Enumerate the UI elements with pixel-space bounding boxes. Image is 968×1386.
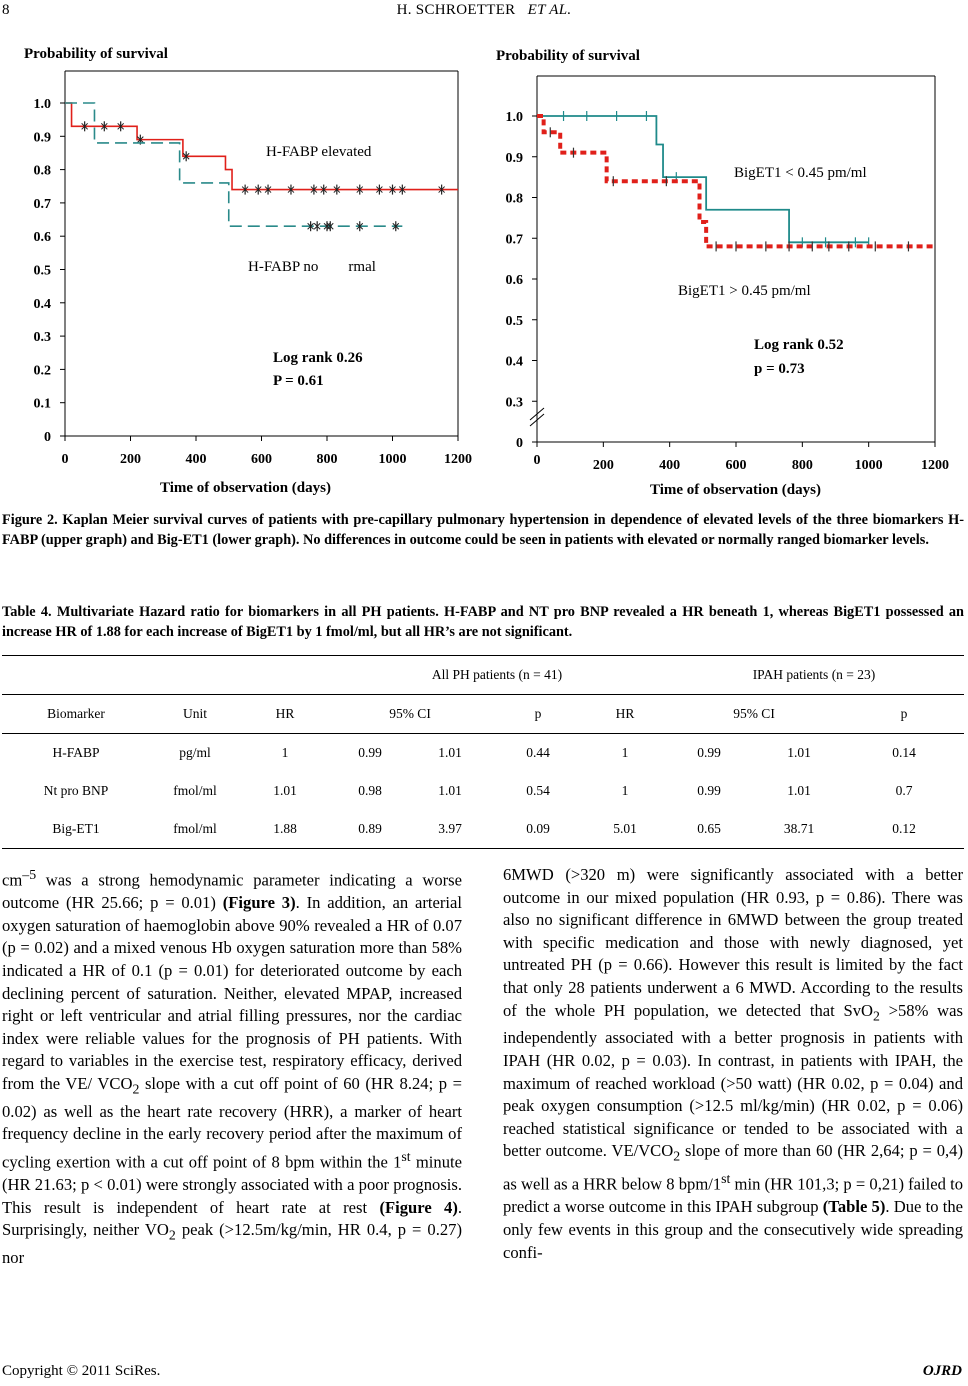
table-header-row xyxy=(2,695,964,734)
y-tick-label: 0.9 xyxy=(505,150,523,166)
text-run: >58% was independently associated with a better prognosis in patients with IPAH (HR 0.02, p = 0.03). In contrast, in patients with IPAH, the maximum of reached workload (>50 watt) (HR 0.02, p = 0.04) and peak oxygen consumption (>12.5 ml/kg/min) (HR 0.02, p = 0.06) reached statistical significance or tended to be associated with a better outcome. VE/VCO xyxy=(503,1000,963,1161)
km-series-line xyxy=(65,103,458,190)
table-cell: 1.01 xyxy=(410,734,490,773)
y-tick-label: 0 xyxy=(516,436,523,451)
y-tick-label: 0.6 xyxy=(33,230,51,246)
table-cell: fmol/ml xyxy=(173,783,217,798)
footer-copyright: Copyright © 2011 SciRes. xyxy=(2,1363,161,1379)
table-row xyxy=(2,810,964,849)
text-run: min (HR 101,3; p = 0,21) failed to predict a worse outcome in this IPAH subgroup xyxy=(503,1174,963,1217)
x-tick-label: 200 xyxy=(592,458,614,473)
table-cell: 1.88 xyxy=(240,810,330,849)
km-series-line xyxy=(65,103,402,226)
table-cell: 1.01 xyxy=(787,783,811,798)
table-cell: 0.99 xyxy=(664,734,754,773)
text-run: slope with a cut off point of 60 (HR 8.24; p = 0.02) as well as the heart rate recovery (HRR), a marker of heart frequency decline in the early recovery period after the maximum of cycling exertion with a cut off point of 8 bpm within the 1 xyxy=(2,1073,463,1172)
left-pvalue: P = 0.61 xyxy=(273,373,324,389)
text-run: minute (HR 21.63; p < 0.01) were strongly associated with a poor prognosis. This result is independent of heart rate at rest xyxy=(2,1152,462,1217)
running-header xyxy=(0,2,968,19)
table-cell: 0.14 xyxy=(844,734,964,773)
figure-reference: (Figure 3) xyxy=(222,893,296,913)
table-cell: fmol/ml xyxy=(150,810,240,849)
table-cell: 1.01 xyxy=(754,734,844,773)
table-cell: 5.01 xyxy=(586,810,664,849)
table-caption: Table 4. Multivariate Hazard ratio for biomarkers in all PH patients. H-FABP and NT pro BNP revealed a HR beneath 1, whereas BigET1 possessed an increase HR of 1.88 for each increase of BigET1 by 1 fmol/ml, but all HR’s are not significant. xyxy=(2,604,964,640)
x-tick-label: 1200 xyxy=(444,452,472,467)
page-number: 8 xyxy=(2,2,10,18)
th-hr: HR xyxy=(240,695,330,734)
text-sup: st xyxy=(721,1171,731,1187)
table-cell: 0.44 xyxy=(490,734,586,773)
figure-caption: Figure 2. Kaplan Meier survival curves of patients with pre-capillary pulmonary hypertension in dependence of elevated levels of the three biomarkers H-FABP (upper graph) and Big-ET1 (lower graph). No differences in outcome could be seen in patients with elevated or normally ranged biomarker levels. xyxy=(2,512,964,548)
body-column-left xyxy=(2,864,462,1270)
y-tick-label: 1.0 xyxy=(33,97,51,112)
th-ci: 95% CI xyxy=(330,695,490,734)
table-cell: Nt pro BNP xyxy=(43,783,109,798)
table-cell: 0.99 xyxy=(330,734,410,773)
right-pvalue: p = 0.73 xyxy=(754,361,805,377)
y-tick-label: 0 xyxy=(44,430,51,445)
body-column-right xyxy=(503,864,963,1264)
y-tick-label: 0.7 xyxy=(505,232,523,248)
table-4 xyxy=(2,655,964,849)
table-cell: 0.7 xyxy=(895,783,913,798)
text-sup: st xyxy=(401,1148,411,1164)
y-tick-label: 0.7 xyxy=(33,196,51,212)
table-cell: 0.65 xyxy=(664,810,754,849)
th-p-ipah: p xyxy=(844,695,964,734)
text-run: . Due to the only few events in this group and the consecutively wide spreading confi- xyxy=(503,1197,963,1262)
y-tick-label: 0.3 xyxy=(33,330,51,346)
y-tick-label: 0.5 xyxy=(505,313,523,329)
x-tick-label: 600 xyxy=(251,452,272,467)
table-row xyxy=(2,734,964,773)
left-label-elevated: H-FABP elevated xyxy=(266,144,372,160)
table-cell: 0.12 xyxy=(844,810,964,849)
left-label-normal: H-FABP no rmal xyxy=(248,259,376,275)
x-tick-label: 800 xyxy=(316,452,338,467)
y-tick-label: 0.8 xyxy=(505,191,523,207)
text-run: was a strong hemodynamic parameter indicating a worse outcome (HR 25.66; p = 0.01) xyxy=(2,870,462,913)
left-chart-title: Probability of survival xyxy=(24,46,168,62)
y-tick-label: 1.0 xyxy=(505,110,523,125)
y-tick-label: 0.1 xyxy=(33,396,51,412)
y-tick-label: 0.6 xyxy=(505,273,523,288)
left-chart-xlabel: Time of observation (days) xyxy=(160,480,331,496)
x-tick-label: 600 xyxy=(725,458,747,473)
table-cell: 0.54 xyxy=(526,783,550,798)
x-tick-label: 1000 xyxy=(854,458,883,473)
body-paragraph xyxy=(503,864,963,1264)
y-tick-label: 0.9 xyxy=(33,130,51,146)
text-run: peak (>12.5m/kg/min, HR 0.4, p = 0.27) nor xyxy=(2,1220,462,1268)
table-cell: 1.01 xyxy=(273,783,297,798)
x-tick-label: 400 xyxy=(185,452,207,467)
x-tick-label: 1000 xyxy=(378,452,407,467)
body-paragraph xyxy=(2,864,462,1270)
figure-2 xyxy=(0,36,968,498)
left-chart xyxy=(24,46,472,496)
x-tick-label: 400 xyxy=(659,458,681,473)
y-tick-label: 0.5 xyxy=(33,263,51,279)
y-tick-label: 0.4 xyxy=(33,296,51,312)
th-unit: Unit xyxy=(150,695,240,734)
y-tick-label: 0.3 xyxy=(505,395,523,411)
header-authors: H. SCHROETTER xyxy=(396,2,516,18)
x-tick-label: 0 xyxy=(533,453,541,468)
table-cell: 0.89 xyxy=(330,810,410,849)
right-plot xyxy=(506,76,950,473)
y-tick-label: 0.8 xyxy=(33,163,51,179)
y-tick-label: 0.4 xyxy=(505,354,523,370)
text-run: cm xyxy=(2,870,23,890)
x-tick-label: 0 xyxy=(61,452,69,467)
th-ci-ipah: 95% CI xyxy=(664,695,844,734)
table-group-row xyxy=(2,656,964,695)
km-series-line xyxy=(537,116,935,246)
group-ipah: IPAH patients (n = 23) xyxy=(664,656,964,695)
th-p: p xyxy=(490,695,586,734)
table-cell: 0.09 xyxy=(490,810,586,849)
right-chart-xlabel: Time of observation (days) xyxy=(650,482,821,498)
text-sub: 2 xyxy=(673,1148,681,1164)
text-sub: 2 xyxy=(872,1007,880,1023)
text-run: slope of more than 60 (HR 2,64; p = 0,4) as well as a HRR below 8 bpm/1 xyxy=(503,1141,963,1194)
figure-reference: (Figure 4) xyxy=(379,1197,458,1217)
text-sup: –5 xyxy=(22,867,37,882)
text-sub: 2 xyxy=(168,1227,176,1243)
text-sub: 2 xyxy=(132,1081,140,1097)
x-tick-label: 200 xyxy=(120,452,141,467)
table-cell: 0.99 xyxy=(697,783,721,798)
right-label-high: BigET1 > 0.45 pm/ml xyxy=(678,283,811,299)
text-run: . In addition, an arterial oxygen saturation of haemoglobin above 90% revealed a HR of 0.07 (p = 0.02) and a mixed venous Hb oxygen saturation more than 58% indicated a HR of 0.1 (p = 0.01) for deteriorated outcome by each declining percent of saturation. Neither, elevated MPAP, increased right or left ventricular and atrial filling pressures, nor the cardiac index were reliable values for the prognosis of PH patients. With regard to variables in the exercise test, respiratory efficacy, derived from the VE/ VCO xyxy=(2,893,463,1093)
table-cell: 3.97 xyxy=(410,810,490,849)
text-run: 6MWD (>320 m) were significantly associated with a better outcome in our mixed population (HR 0.93, p = 0.86). There was also no significant difference in 6MWD between the group treated with specific medication and those with newly diagnosed, yet untreated PH (p = 0.66). However this result is limited by the fact that only 28 patients underwent a 6 MWD. According to the results of the whole PH population, we detected that SvO xyxy=(503,865,963,1020)
text-run: . Surprisingly, neither VO xyxy=(2,1197,463,1240)
left-logrank: Log rank 0.26 xyxy=(273,350,363,366)
right-chart-title: Probability of survival xyxy=(496,48,640,64)
table-cell: 1 xyxy=(240,734,330,773)
table-cell: 1 xyxy=(586,734,664,773)
y-tick-label: 0.2 xyxy=(33,363,51,379)
x-tick-label: 1200 xyxy=(921,458,949,473)
table-cell: 1.01 xyxy=(438,783,462,798)
header-et-al: ET AL. xyxy=(527,2,572,18)
group-all-ph: All PH patients (n = 41) xyxy=(330,656,664,695)
table-cell: pg/ml xyxy=(150,734,240,773)
table-row xyxy=(2,772,964,810)
footer-journal: OJRD xyxy=(922,1363,962,1379)
x-tick-label: 800 xyxy=(791,458,813,473)
table-cell: 38.71 xyxy=(754,810,844,849)
table-cell: 1 xyxy=(621,783,629,798)
table-reference: (Table 5) xyxy=(822,1197,886,1217)
right-label-low: BigET1 < 0.45 pm/ml xyxy=(734,165,867,181)
table-cell: H-FABP xyxy=(2,734,150,773)
th-hr-ipah: HR xyxy=(586,695,664,734)
right-logrank: Log rank 0.52 xyxy=(754,337,844,353)
right-chart xyxy=(496,48,949,498)
table-cell: Big-ET1 xyxy=(2,810,150,849)
th-biomarker: Biomarker xyxy=(2,695,150,734)
table-cell: 0.98 xyxy=(358,783,382,798)
